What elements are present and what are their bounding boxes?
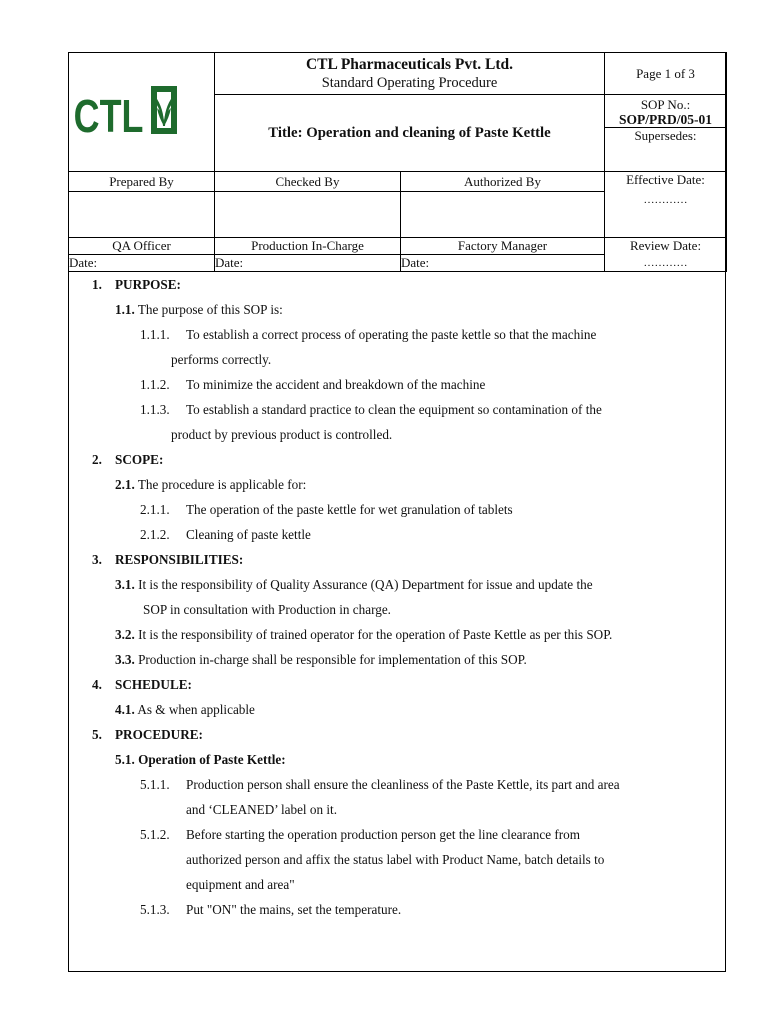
prepared-by-signature (69, 192, 215, 238)
supersedes: Supersedes: (605, 128, 727, 172)
section-1-1-2: 1.1.2. To minimize the accident and breakdown of the machine (140, 377, 486, 392)
section-5-1-heading: 5.1. Operation of Paste Kettle: (115, 752, 286, 767)
sop-body (92, 272, 702, 922)
ctl-logo-icon (69, 56, 215, 164)
section-scope-heading: 2. SCOPE: (92, 452, 164, 467)
authorized-date: Date: (401, 255, 605, 272)
effective-date-label: Effective Date: (626, 172, 705, 187)
section-1-1-3-cont: product by previous product is controlled. (171, 427, 393, 442)
section-schedule-heading: 4. SCHEDULE: (92, 677, 192, 692)
sop-number-cell (605, 95, 727, 128)
section-1-1-1: 1.1.1. To establish a correct process of operating the paste kettle so that the machine (140, 327, 597, 342)
section-5-1-2-cont: authorized person and affix the status label with Product Name, batch details to (186, 852, 605, 867)
section-procedure-heading: 5. PROCEDURE: (92, 727, 203, 742)
checked-date: Date: (215, 255, 401, 272)
review-date-cell (605, 238, 727, 272)
document-title: Title: Operation and cleaning of Paste Kettle (215, 95, 605, 172)
authorized-by-label: Authorized By (401, 172, 605, 192)
checked-by-label: Checked By (215, 172, 401, 192)
section-5-1-2: 5.1.2. Before starting the operation production person get the line clearance from (140, 827, 581, 842)
section-5-1-1: 5.1.1. Production person shall ensure the cleanliness of the Paste Kettle, its part and area (140, 777, 620, 792)
section-3-1: 3.1. It is the responsibility of Quality Assurance (QA) Department for issue and update the (115, 577, 593, 592)
company-block (215, 53, 605, 95)
logo-text: CTL (73, 90, 144, 143)
document-header-table (68, 52, 727, 272)
section-3-3: 3.3. Production in-charge shall be responsible for implementation of this SOP. (115, 652, 527, 667)
section-4-1: 4.1. As & when applicable (115, 702, 255, 717)
section-3-1-cont: SOP in consultation with Production in charge. (143, 602, 391, 617)
effective-date-cell (605, 172, 727, 238)
effective-date-value: ………… (643, 194, 688, 206)
sop-number-label: SOP No.: (640, 97, 691, 112)
prepared-by-label: Prepared By (69, 172, 215, 192)
factory-manager-label: Factory Manager (401, 238, 605, 255)
document-type: Standard Operating Procedure (321, 74, 498, 91)
prepared-date: Date: (69, 255, 215, 272)
qa-officer-label: QA Officer (69, 238, 215, 255)
section-3-2: 3.2. It is the responsibility of trained operator for the operation of Paste Kettle as per this SOP. (115, 627, 613, 642)
authorized-by-signature (401, 192, 605, 238)
section-2-1: 2.1. The procedure is applicable for: (115, 477, 307, 492)
section-purpose-heading: 1. PURPOSE: (92, 277, 181, 292)
production-incharge-label: Production In-Charge (215, 238, 401, 255)
section-1-1-3: 1.1.3. To establish a standard practice to clean the equipment so contamination of the (140, 402, 602, 417)
section-1-1: 1.1. The purpose of this SOP is: (115, 302, 283, 317)
section-5-1-3: 5.1.3. Put "ON" the mains, set the temperature. (140, 902, 402, 917)
section-5-1-1-cont: and ‘CLEANED’ label on it. (186, 802, 338, 817)
section-1-1-1-cont: performs correctly. (171, 352, 272, 367)
section-2-1-1: 2.1.1. The operation of the paste kettle for wet granulation of tablets (140, 502, 513, 517)
checked-by-signature (215, 192, 401, 238)
sop-number: SOP/PRD/05-01 (619, 112, 712, 127)
review-date-label: Review Date: (629, 238, 702, 253)
company-name: CTL Pharmaceuticals Pvt. Ltd. (305, 55, 514, 73)
section-responsibilities-heading: 3. RESPONSIBILITIES: (92, 552, 244, 567)
section-2-1-2: 2.1.2. Cleaning of paste kettle (140, 527, 311, 542)
section-5-1-2-cont2: equipment and area" (186, 877, 295, 892)
company-logo (69, 53, 215, 172)
review-date-value: ………… (643, 257, 688, 269)
page-number: Page 1 of 3 (605, 53, 727, 95)
